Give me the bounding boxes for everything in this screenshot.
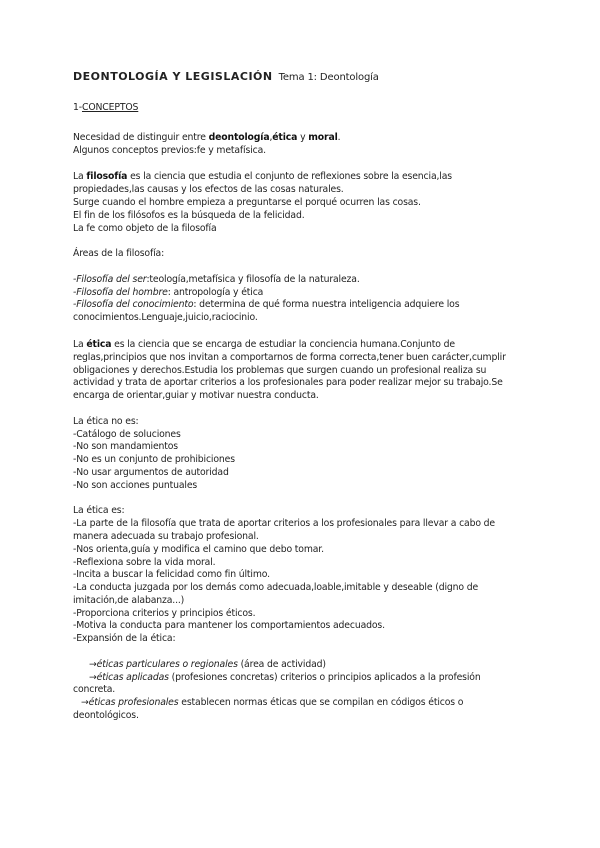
list-item: -Reflexiona sobre la vida moral. [73, 556, 216, 568]
etica-paragraph [73, 339, 533, 403]
list-item: manera adecuada su trabajo profesional. [73, 530, 259, 542]
term-etica: ética [272, 131, 298, 143]
term-deontologia: deontología [208, 131, 270, 143]
section-name: CONCEPTOS [81, 102, 139, 113]
article: La [73, 171, 87, 183]
etica-line-4: actividad y trata de aportar criterios a los profesionales para poder realizar mejor su trabajo.Se [73, 377, 503, 389]
conjunction: y [297, 131, 309, 143]
areas-title: Áreas de la filosofía: [73, 248, 165, 260]
filosofia-paragraph [73, 171, 533, 235]
term-etica: ética [86, 338, 112, 350]
expansion-item-continuation: deontológicos. [73, 710, 139, 722]
article: La [73, 338, 87, 350]
area-text: : determina de qué forma nuestra inteligencia adquiere los [193, 299, 460, 311]
etica-line-1 [73, 339, 533, 352]
list-item: -Catálogo de soluciones [73, 428, 181, 440]
expansion-text: establecen normas éticas que se compilan en códigos éticos o [178, 697, 464, 709]
list-item: -Nos orienta,guía y modifica el camino que debo tomar. [73, 543, 324, 555]
area-item-continuation: conocimientos.Lenguaje,juicio,raciocinio. [73, 312, 258, 324]
filosofia-line-3: Surge cuando el hombre empieza a preguntarse el porqué ocurren las cosas. [73, 196, 421, 208]
document-title: DEONTOLOGÍA Y LEGISLACIÓN [73, 70, 273, 83]
expansion-label: →éticas aplicadas [89, 671, 169, 683]
document-heading [73, 70, 533, 85]
expansion-item [73, 697, 533, 710]
list-title: La ética no es: [73, 415, 139, 427]
intro-line-1 [73, 132, 533, 145]
expansion-item [73, 659, 533, 672]
expansion-text: (área de actividad) [237, 658, 326, 670]
list-item: -Expansión de la ética: [73, 633, 176, 645]
section-title [73, 102, 533, 115]
list-item: -Proporciona criterios y principios éticos. [73, 607, 256, 619]
filosofia-line-5: La fe como objeto de la filosofía [73, 222, 217, 234]
list-item: -La conducta juzgada por los demás como adecuada,loable,imitable y deseable (digno de [73, 582, 479, 594]
area-item [73, 274, 533, 287]
list-item: -No es un conjunto de prohibiciones [73, 454, 235, 466]
expansion-item [73, 672, 533, 685]
filosofia-line-2: propiedades,las causas y los efectos de las cosas naturales. [73, 184, 344, 196]
list-item: -Motiva la conducta para mantener los comportamientos adecuados. [73, 620, 385, 632]
areas-list [73, 274, 533, 325]
term-filosofia: filosofía [86, 171, 128, 183]
filosofia-line-4: El fin de los filósofos es la búsqueda de la felicidad. [73, 209, 305, 221]
comma: , [269, 131, 273, 143]
etica-line-3: obligaciones y derechos.Estudia los problemas que surgen cuando un profesional realiza su [73, 364, 487, 376]
list-item: -Incita a buscar la felicidad como fin último. [73, 569, 270, 581]
expansion-item-continuation: concreta. [73, 684, 116, 696]
intro-paragraph [73, 132, 533, 158]
list-item: -La parte de la filosofía que trata de aportar criterios a los profesionales para llevar a cabo de [73, 518, 496, 530]
document-body [73, 70, 533, 723]
etica-es-list [73, 505, 533, 646]
area-label: -Filosofía del conocimiento [73, 299, 194, 311]
list-item: -No usar argumentos de autoridad [73, 466, 229, 478]
area-text: : antropología y ética [167, 286, 264, 298]
area-item [73, 299, 533, 312]
list-item: -No son acciones puntuales [73, 479, 198, 491]
etica-line-5: encarga de orientar,guiar y motivar nuestra conducta. [73, 390, 319, 402]
term-moral: moral [308, 131, 338, 143]
etica-no-es-list [73, 416, 533, 493]
area-text: :teología,metafísica y filosofía de la naturaleza. [146, 273, 360, 285]
intro-line-2: Algunos conceptos previos:fe y metafísica. [73, 144, 266, 156]
expansion-text: (profesiones concretas) criterios o principios aplicados a la profesión [168, 671, 481, 683]
section-number: 1- [73, 102, 82, 113]
period: . [337, 131, 341, 143]
area-item [73, 287, 533, 300]
expansion-list [73, 659, 533, 723]
expansion-label: →éticas profesionales [81, 697, 179, 709]
intro-text: Necesidad de distinguir entre [73, 131, 209, 143]
filosofia-line-1 [73, 171, 533, 184]
etica-line-2: reglas,principios que nos invitan a comportarnos de forma correcta,tener buen carácter,cumplir [73, 351, 506, 363]
document-subtitle: Tema 1: Deontología [278, 72, 379, 83]
area-label: -Filosofía del hombre [73, 286, 168, 298]
list-item: -No son mandamientos [73, 441, 179, 453]
area-label: -Filosofía del ser [73, 273, 147, 285]
expansion-label: →éticas particulares o regionales [89, 658, 238, 670]
etica-definition: es la ciencia que se encarga de estudiar la conciencia humana.Conjunto de [111, 338, 455, 350]
list-item: imitación,de alabanza...) [73, 594, 185, 606]
filosofia-definition: es la ciencia que estudia el conjunto de reflexiones sobre la esencia,las [127, 171, 452, 183]
list-title: La ética es: [73, 505, 125, 517]
